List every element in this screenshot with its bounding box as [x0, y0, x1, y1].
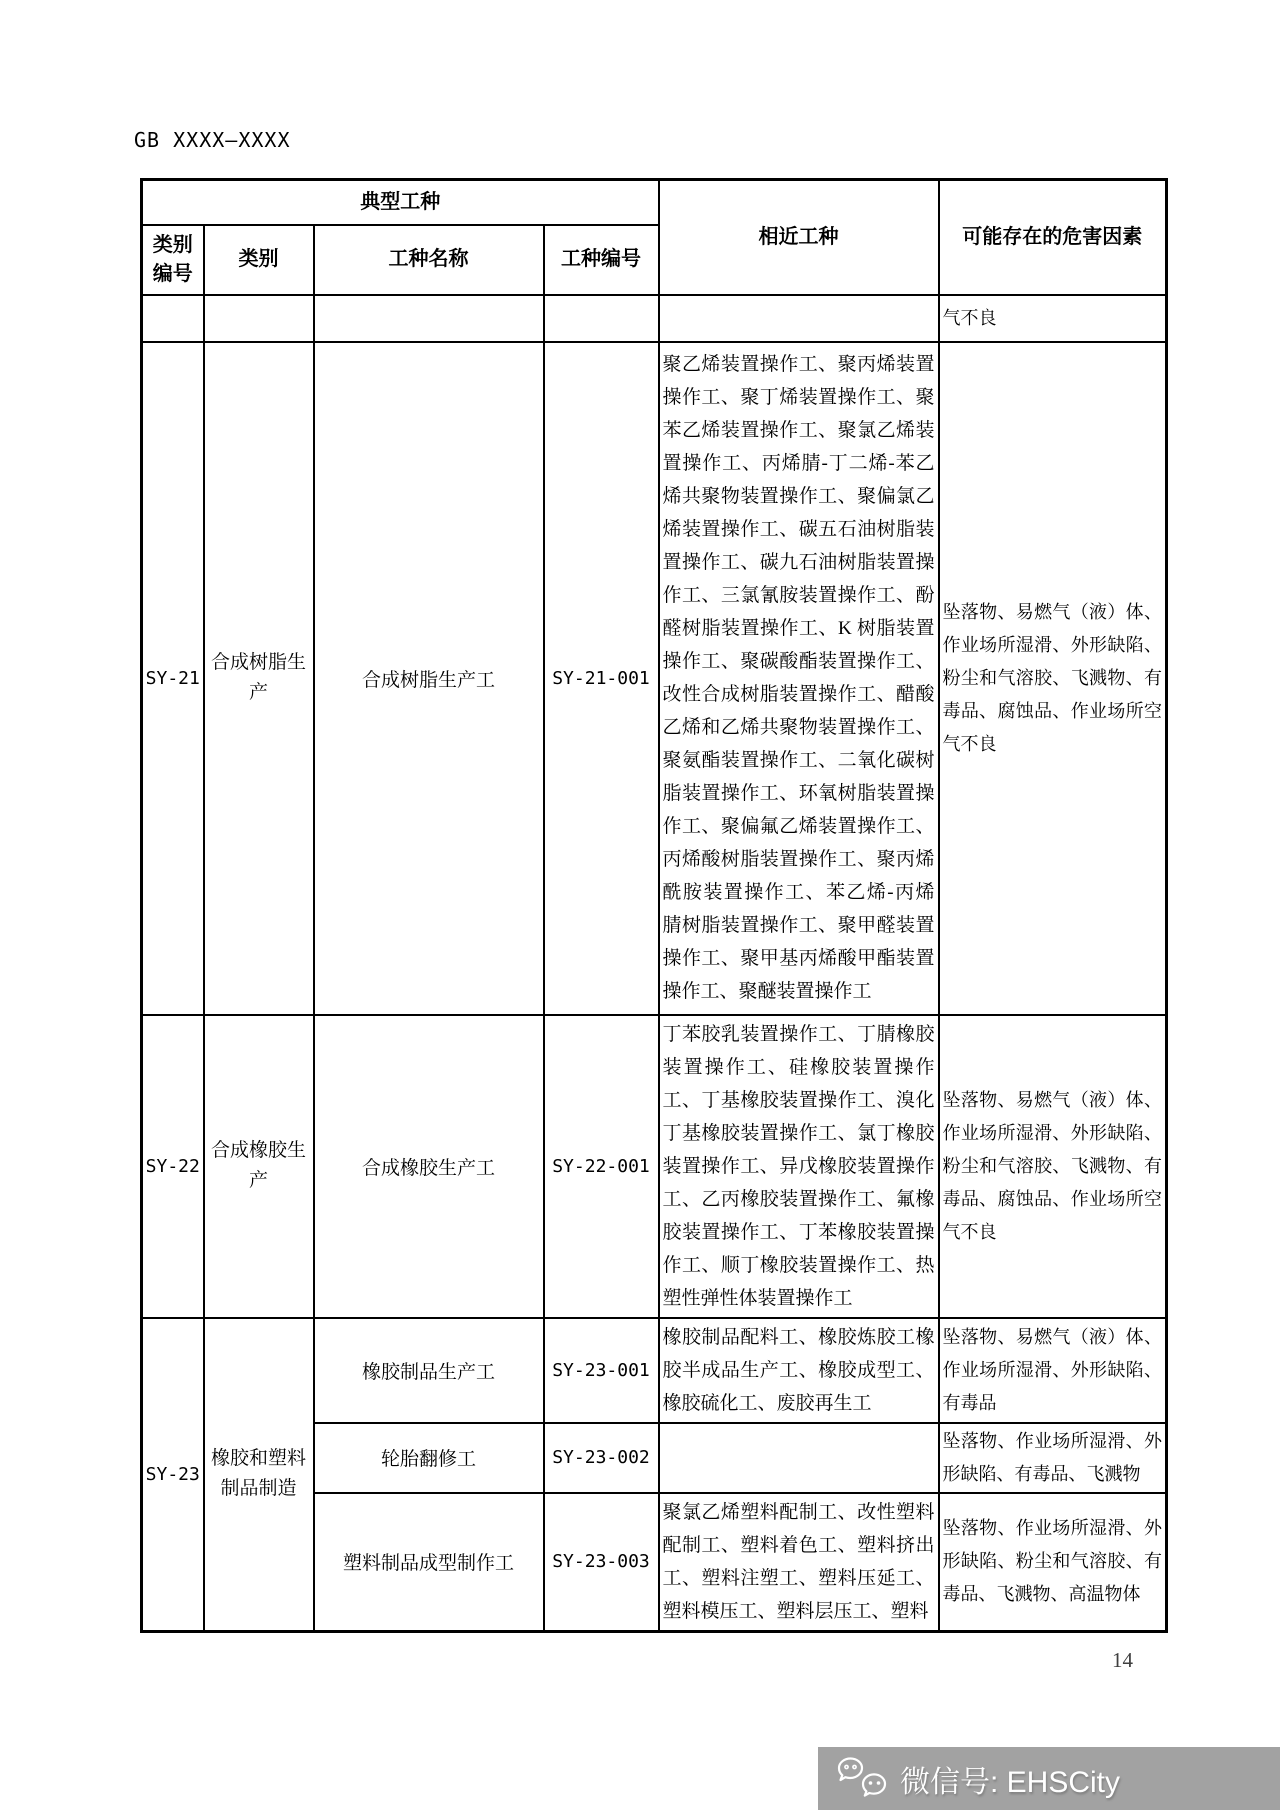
header-job-no: 工种编号: [544, 225, 659, 295]
header-hazards: 可能存在的危害因素: [939, 180, 1167, 295]
carryover-similar-jobs: [659, 295, 939, 342]
cell-job-name: 轮胎翻修工: [314, 1423, 544, 1493]
cell-similar-jobs: 聚乙烯装置操作工、聚丙烯装置操作工、聚丁烯装置操作工、聚苯乙烯装置操作工、聚氯乙烯装置操作工、丙烯腈-丁二烯-苯乙烯共聚物装置操作工、聚偏氯乙烯装置操作工、碳五石油树脂装置操作工、碳九石油树脂装置操作工、三氯氰胺装置操作工、酚醛树脂装置操作工、K 树脂装置操作工、聚碳酸酯装置操作工、改性合成树脂装置操作工、醋酸乙烯和乙烯共聚物装置操作工、聚氨酯装置操作工、二氧化碳树脂装置操作工、环氧树脂装置操作工、聚偏氟乙烯装置操作工、丙烯酸树脂装置操作工、聚丙烯酰胺装置操作工、苯乙烯-丙烯腈树脂装置操作工、聚甲醛装置操作工、聚甲基丙烯酸甲酯装置操作工、聚醚装置操作工: [659, 342, 939, 1015]
cell-category: 合成树脂生产: [204, 342, 314, 1015]
cell-job-name: 合成树脂生产工: [314, 342, 544, 1015]
cell-similar-jobs: 聚氯乙烯塑料配制工、改性塑料配制工、塑料着色工、塑料挤出工、塑料注塑工、塑料压延工、塑料模压工、塑料层压工、塑料: [659, 1493, 939, 1632]
table-row-sy21: [142, 342, 1167, 1015]
cell-category-no: SY-21: [142, 342, 204, 1015]
cell-category-no: SY-23: [142, 1318, 204, 1632]
cell-job-no: SY-23-001: [544, 1318, 659, 1423]
table-row-sy23-1: [142, 1318, 1167, 1423]
page-number: 14: [1112, 1648, 1133, 1672]
cell-similar-jobs: [659, 1423, 939, 1493]
job-hazard-table: [140, 178, 1168, 1633]
header-similar-jobs: 相近工种: [659, 180, 939, 295]
header-category-no: 类别编号: [142, 225, 204, 295]
cell-job-no: SY-21-001: [544, 342, 659, 1015]
carryover-category-no: [142, 295, 204, 342]
cell-category: 合成橡胶生产: [204, 1015, 314, 1318]
cell-similar-jobs: 丁苯胶乳装置操作工、丁腈橡胶装置操作工、硅橡胶装置操作工、丁基橡胶装置操作工、溴化丁基橡胶装置操作工、氯丁橡胶装置操作工、异戊橡胶装置操作工、乙丙橡胶装置操作工、氟橡胶装置操作工、丁苯橡胶装置操作工、顺丁橡胶装置操作工、热塑性弹性体装置操作工: [659, 1015, 939, 1318]
carryover-job-name: [314, 295, 544, 342]
cell-hazards: 坠落物、易燃气（液）体、作业场所湿滑、外形缺陷、粉尘和气溶胶、飞溅物、有毒品、腐蚀品、作业场所空气不良: [939, 1015, 1167, 1318]
carryover-hazards: 气不良: [939, 295, 1167, 342]
standard-code: GB XXXX—XXXX: [134, 128, 291, 152]
watermark-text: 微信号: EHSCity: [900, 1765, 1121, 1799]
carryover-category: [204, 295, 314, 342]
table-header-row-1: [142, 180, 1167, 225]
table-row-sy22: [142, 1015, 1167, 1318]
header-category: 类别: [204, 225, 314, 295]
carryover-row: [142, 295, 1167, 342]
cell-job-name: 合成橡胶生产工: [314, 1015, 544, 1318]
watermark-bar: [818, 1747, 1280, 1810]
header-typical-jobs-group: 典型工种: [142, 180, 659, 225]
cell-hazards: 坠落物、作业场所湿滑、外形缺陷、粉尘和气溶胶、有毒品、飞溅物、高温物体: [939, 1493, 1167, 1632]
cell-hazards: 坠落物、易燃气（液）体、作业场所湿滑、外形缺陷、有毒品: [939, 1318, 1167, 1423]
cell-category-no: SY-22: [142, 1015, 204, 1318]
cell-job-no: SY-23-003: [544, 1493, 659, 1632]
cell-hazards: 坠落物、易燃气（液）体、作业场所湿滑、外形缺陷、粉尘和气溶胶、飞溅物、有毒品、腐蚀品、作业场所空气不良: [939, 342, 1167, 1015]
cell-hazards: 坠落物、作业场所湿滑、外形缺陷、有毒品、飞溅物: [939, 1423, 1167, 1493]
wechat-icon: [836, 1757, 888, 1801]
cell-job-no: SY-22-001: [544, 1015, 659, 1318]
cell-job-name: 塑料制品成型制作工: [314, 1493, 544, 1632]
cell-job-name: 橡胶制品生产工: [314, 1318, 544, 1423]
carryover-job-no: [544, 295, 659, 342]
cell-job-no: SY-23-002: [544, 1423, 659, 1493]
cell-similar-jobs: 橡胶制品配料工、橡胶炼胶工橡胶半成品生产工、橡胶成型工、橡胶硫化工、废胶再生工: [659, 1318, 939, 1423]
header-job-name: 工种名称: [314, 225, 544, 295]
cell-category: 橡胶和塑料制品制造: [204, 1318, 314, 1632]
